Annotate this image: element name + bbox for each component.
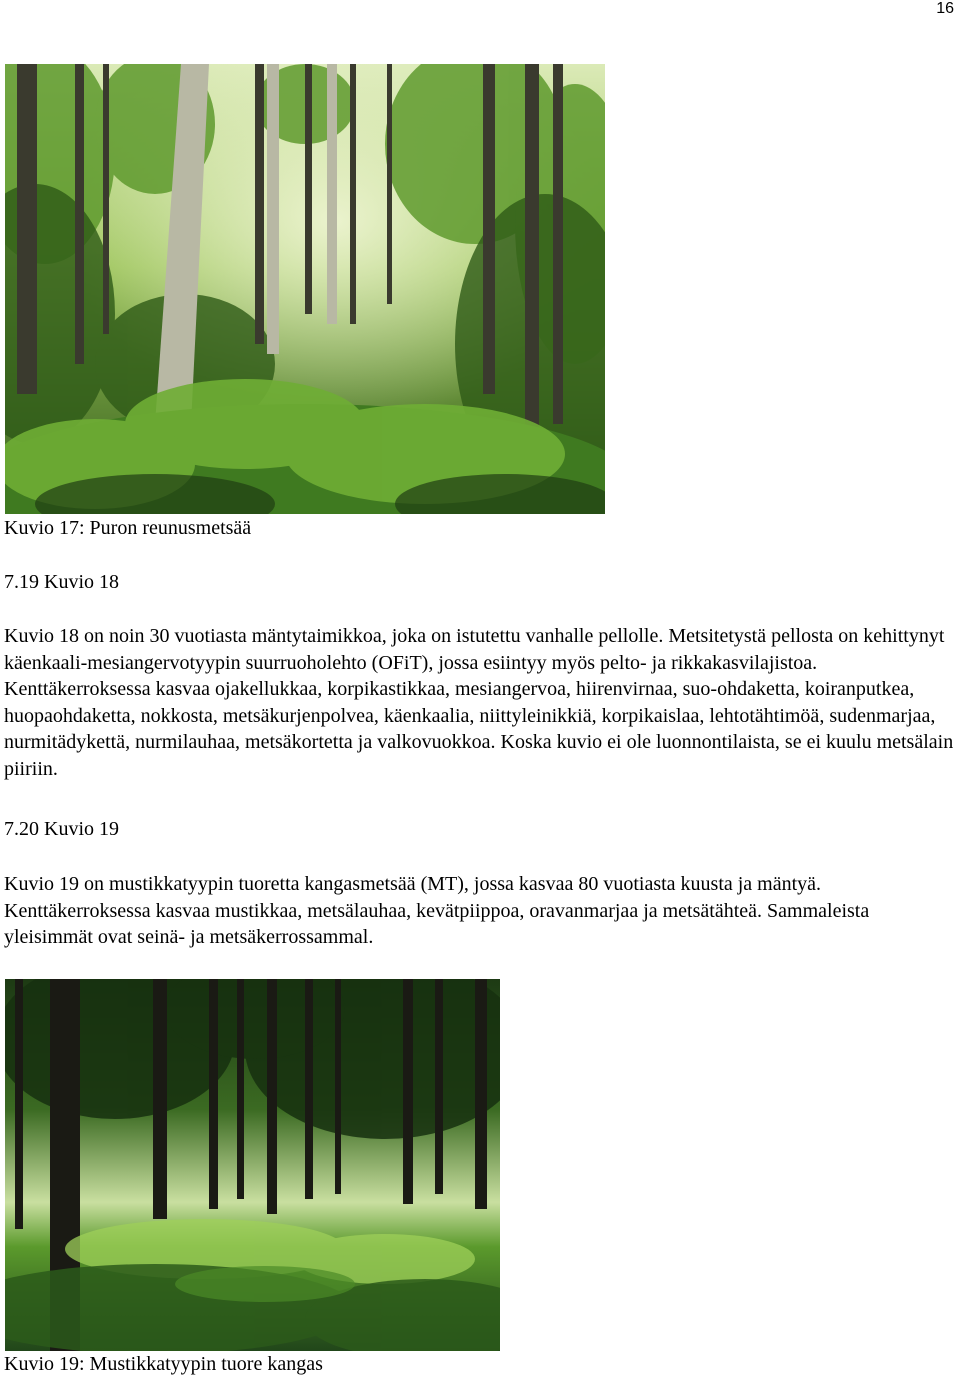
figure-19-caption: Kuvio 19: Mustikkatyypin tuore kangas [4,1353,323,1375]
page-number: 16 [936,0,954,17]
section-paragraph-kuvio-19: Kuvio 19 on mustikkatyypin tuoretta kangasmetsää (MT), jossa kasvaa 80 vuotiasta kuusta ja mäntyä. Kenttäkerroksessa kasvaa mustikkaa, metsälauhaa, kevätpiippoa, oravanmarjaa ja metsätähteä. Sammaleista yleisimmät ovat seinä- ja metsäkerrossammal. [4,873,870,948]
section-heading-kuvio-19: 7.20 Kuvio 19 [4,818,119,840]
figure-17-forest-photo [5,64,605,514]
figure-17-caption: Kuvio 17: Puron reunusmetsää [4,517,252,539]
section-paragraph-kuvio-18: Kuvio 18 on noin 30 vuotiasta mäntytaimikkoa, joka on istutettu vanhalle pellolle. Metsitetystä pellosta on kehittynyt käenkaali-mesiangervotyypin suurruoholehto (OFiT), jossa esiintyy myös pelto- ja rikkakasvilajistoa. Kenttäkerroksessa kasvaa ojakellukkaa, korpikastikkaa, mesiangervoa, hiirenvirnaa, suo-ohdaketta, koiranputkea, huopaohdaketta, nokkosta, metsäkurjenpolvea, käenkaalia, niittyleinikkiä, korpikaislaa, lehtotähtimöä, sudenmarjaa, nurmitädykettä, nurmilauhaa, metsäkortetta ja valkovuokkoa. Koska kuvio ei ole luonnontilaista, se ei kuulu metsälain piiriin. [4,625,954,780]
section-heading-kuvio-18: 7.19 Kuvio 18 [4,571,119,593]
spruce-forest-illustration [5,979,500,1351]
deciduous-forest-illustration [5,64,605,514]
figure-19-forest-photo [5,979,500,1351]
